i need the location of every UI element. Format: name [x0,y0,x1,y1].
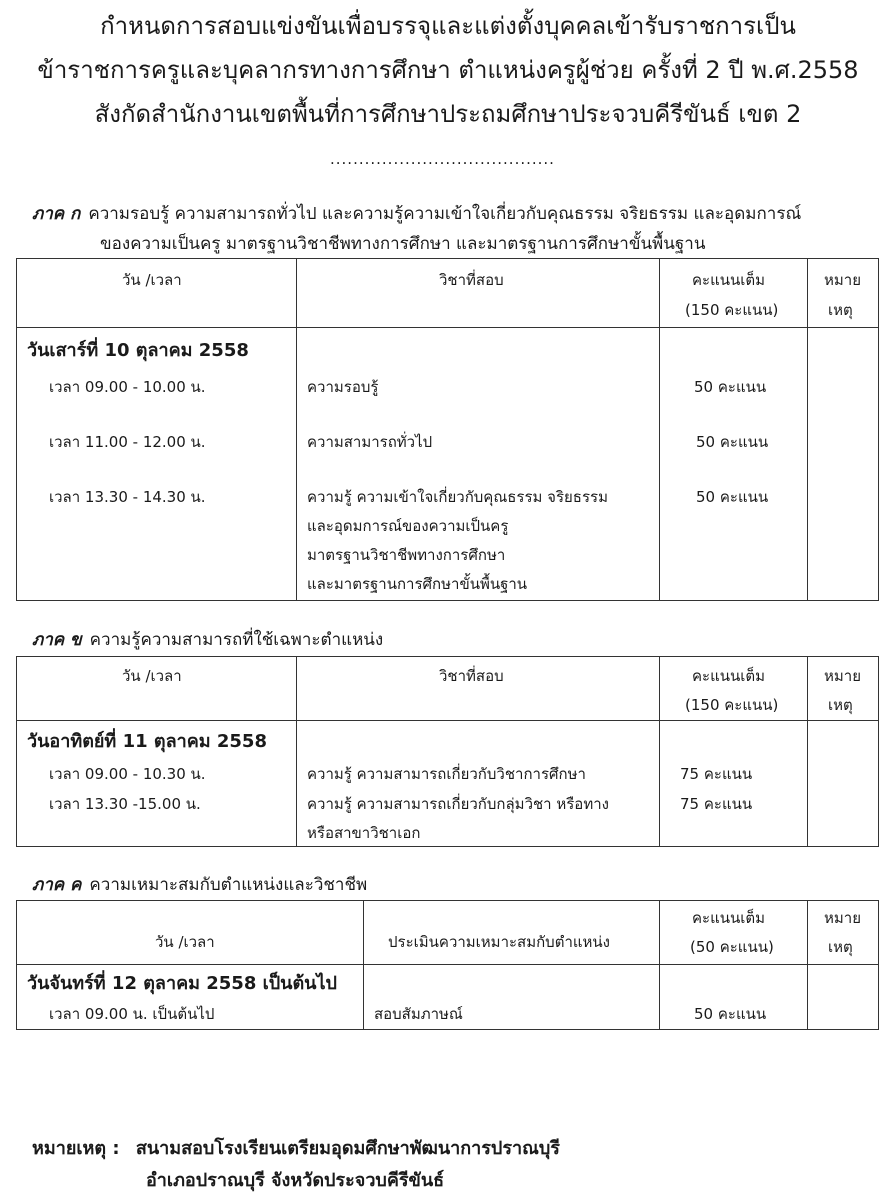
footer-note-line-2: อำเภอปราณบุรี จังหวัดประจวบคีรีขันธ์ [146,1170,445,1191]
exam-subject: ความรู้ ความเข้าใจเกี่ยวกับคุณธรรม จริยธรรม [307,488,608,506]
col-subject-header: วิชาที่สอบ [439,271,504,289]
section-a-title: ความรอบรู้ ความสามารถทั่วไป และความรู้ความเข้าใจเกี่ยวกับคุณธรรม จริยธรรม และอุดมการณ์ [88,204,802,224]
exam-subject-continued: และมาตรฐานการศึกษาขั้นพื้นฐาน [307,575,528,593]
exam-day: วันอาทิตย์ที่ 11 ตุลาคม 2558 [27,731,267,752]
col-score-header: คะแนนเต็ม [692,909,766,927]
exam-subject: สอบสัมภาษณ์ [374,1005,463,1023]
exam-score: 50 คะแนน [696,433,769,451]
col-subject-header: วิชาที่สอบ [439,667,504,685]
section-b-table [16,656,879,847]
exam-time: เวลา 13.30 -15.00 น. [49,795,201,813]
footer-note-line-1: สนามสอบโรงเรียนเตรียมอุดมศึกษาพัฒนาการปราณบุรี [135,1138,560,1159]
exam-day: วันเสาร์ที่ 10 ตุลาคม 2558 [27,340,249,361]
col-note-header: หมาย [824,667,861,685]
exam-time: เวลา 09.00 - 10.30 น. [49,765,206,783]
exam-subject: ความรู้ ความสามารถเกี่ยวกับกลุ่มวิชา หรือทาง [307,795,609,813]
section-a-table [16,258,879,601]
exam-score: 50 คะแนน [694,1005,767,1023]
col-note-subheader: เหตุ [828,301,853,319]
title-dotted-divider: ....................................... [330,150,555,168]
doc-title-line-3: สังกัดสำนักงานเขตพื้นที่การศึกษาประถมศึกษาประจวบคีรีขันธ์ เขต 2 [94,100,802,128]
section-b-title: ความรู้ความสามารถที่ใช้เฉพาะตำแหน่ง [89,630,384,650]
footer-note [32,1140,560,1158]
exam-time: เวลา 09.00 - 10.00 น. [49,378,206,396]
table-header-row [17,901,879,965]
exam-score: 50 คะแนน [694,378,767,396]
section-a-label: ภาค ก [32,204,81,224]
table-header-row [17,259,879,328]
section-b-label: ภาค ข [32,630,82,650]
exam-score: 50 คะแนน [696,488,769,506]
exam-score: 75 คะแนน [680,765,753,783]
section-a-title-line-2: ของความเป็นครู มาตรฐานวิชาชีพทางการศึกษา และมาตรฐานการศึกษาขั้นพื้นฐาน [100,234,706,254]
table-row [17,721,879,847]
footer-note-label: หมายเหตุ : [32,1138,120,1159]
col-note-header: หมาย [824,909,861,927]
exam-subject: ความรู้ ความสามารถเกี่ยวกับวิชาการศึกษา [307,765,586,783]
exam-subject-continued: มาตรฐานวิชาชีพทางการศึกษา [307,546,506,564]
exam-day: วันจันทร์ที่ 12 ตุลาคม 2558 เป็นต้นไป [27,973,337,994]
section-b-heading [32,632,383,649]
exam-subject: ความสามารถทั่วไป [307,433,433,451]
col-score-header: คะแนนเต็ม [692,667,766,685]
table-row [17,965,879,1030]
table-row [17,328,879,601]
col-score-subheader: (150 คะแนน) [685,696,779,714]
col-datetime-header: วัน /เวลา [122,271,182,289]
exam-subject-continued: และอุดมการณ์ของความเป็นครู [307,517,509,535]
section-c-heading [32,877,367,894]
col-note-subheader: เหตุ [828,696,853,714]
col-score-subheader: (150 คะแนน) [685,301,779,319]
exam-subject: ความรอบรู้ [307,378,379,396]
section-a-heading [32,206,801,223]
section-c-label: ภาค ค [32,875,82,895]
exam-subject-continued: หรือสาขาวิชาเอก [307,824,421,842]
col-note-subheader: เหตุ [828,938,853,956]
col-score-subheader: (50 คะแนน) [690,938,774,956]
exam-time: เวลา 09.00 น. เป็นต้นไป [49,1005,215,1023]
section-c-table [16,900,879,1030]
col-note-header: หมาย [824,271,861,289]
table-header-row [17,657,879,721]
col-datetime-header: วัน /เวลา [155,933,215,951]
col-score-header: คะแนนเต็ม [692,271,766,289]
section-c-title: ความเหมาะสมกับตำแหน่งและวิชาชีพ [89,875,368,895]
col-datetime-header: วัน /เวลา [122,667,182,685]
col-subject-header: ประเมินความเหมาะสมกับตำแหน่ง [388,933,610,951]
exam-time: เวลา 13.30 - 14.30 น. [49,488,206,506]
exam-time: เวลา 11.00 - 12.00 น. [49,433,206,451]
doc-title-line-2: ข้าราชการครูและบุคลากรทางการศึกษา ตำแหน่งครูผู้ช่วย ครั้งที่ 2 ปี พ.ศ.2558 [37,56,859,84]
doc-title-line-1: กำหนดการสอบแข่งขันเพื่อบรรจุและแต่งตั้งบุคคลเข้ารับราชการเป็น [100,12,796,40]
exam-score: 75 คะแนน [680,795,753,813]
